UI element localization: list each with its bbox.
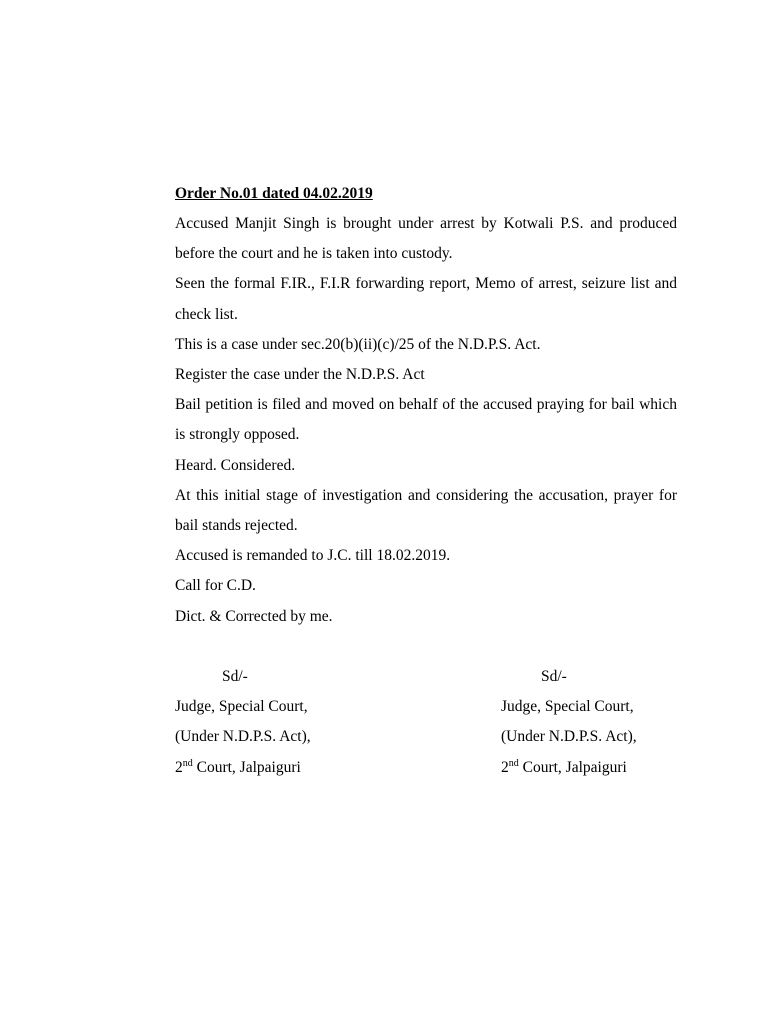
signature-block-left [175,662,415,783]
order-paragraph: Accused is remanded to J.C. till 18.02.2019. [175,547,451,565]
court-place: Court, Jalpaiguri [518,758,627,776]
signature-block-right [501,662,741,783]
signature-sd: Sd/- [222,668,248,685]
court-number: 2 [501,758,509,776]
court-suffix: nd [508,757,519,769]
signature-sd: Sd/- [541,668,567,685]
order-paragraph: Accused Manjit Singh is brought under arrest by Kotwali P.S. and produced before the court and he is taken into custody. [175,215,677,263]
order-paragraph: Dict. & Corrected by me. [175,607,333,625]
order-paragraph: Register the case under the N.D.P.S. Act [175,366,425,384]
signature-act: (Under N.D.P.S. Act), [175,728,311,746]
order-paragraph: This is a case under sec.20(b)(ii)(c)/25 of the N.D.P.S. Act. [175,335,541,353]
order-heading: Order No.01 dated 04.02.2019 [175,185,373,202]
order-body [175,209,677,632]
signature-court [501,753,741,783]
signature-act: (Under N.D.P.S. Act), [501,728,637,746]
signature-title: Judge, Special Court, [501,698,634,716]
court-suffix: nd [182,757,193,769]
signature-title: Judge, Special Court, [175,698,308,716]
court-place: Court, Jalpaiguri [192,758,301,776]
signature-court [175,753,415,783]
order-paragraph: Seen the formal F.IR., F.I.R forwarding report, Memo of arrest, seizure list and check list. [175,275,677,323]
order-paragraph: Call for C.D. [175,577,256,595]
court-number: 2 [175,758,183,776]
order-paragraph: Bail petition is filed and moved on behalf of the accused praying for bail which is strongly opposed. [175,396,677,444]
order-paragraph: At this initial stage of investigation and considering the accusation, prayer for bail stands rejected. [175,486,677,535]
order-paragraph: Heard. Considered. [175,456,296,474]
